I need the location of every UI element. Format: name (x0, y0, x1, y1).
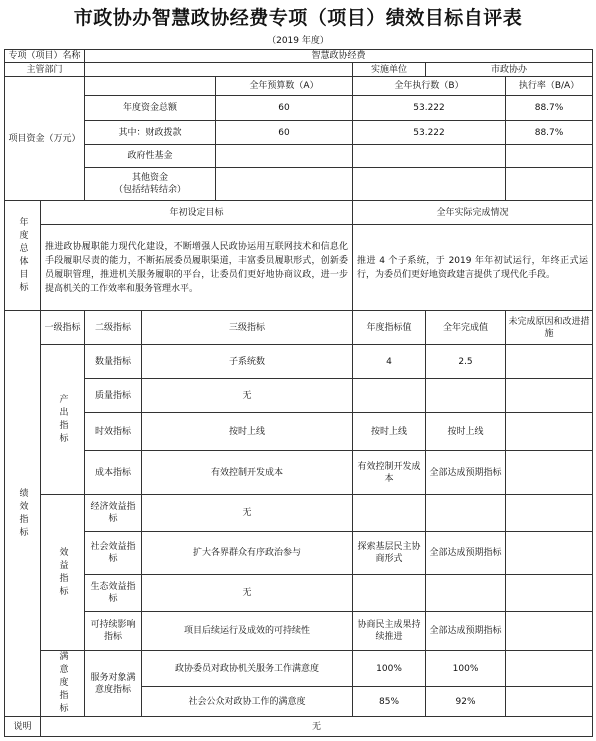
perf-l3: 无 (142, 575, 353, 612)
evaluation-table (4, 49, 593, 737)
funds-row-label: 年度资金总额 (85, 96, 216, 121)
perf-done: 92% (426, 687, 506, 717)
perf-reason (506, 379, 593, 413)
project-label: 专项（项目）名称 (5, 50, 85, 63)
goal-header-row (5, 201, 593, 225)
funds-row-a: 60 (216, 121, 353, 145)
perf-reason (506, 413, 593, 451)
perf-reason (506, 687, 593, 717)
funds-header-rate: 执行率（B/A） (506, 77, 593, 96)
perf-l2: 时效指标 (85, 413, 142, 451)
goal-initial-header: 年初设定目标 (41, 201, 353, 225)
perf-done: 全部达成预期指标 (426, 532, 506, 575)
perf-l2: 社会效益指标 (85, 532, 142, 575)
perf-header-reason: 未完成原因和改进措施 (506, 311, 593, 345)
perf-target (353, 575, 426, 612)
funds-row-rate (506, 145, 593, 168)
year-label: （2019 年度） (267, 36, 329, 46)
page-title: 市政协办智慧政协经费专项（项目）绩效目标自评表 (73, 7, 523, 29)
perf-reason (506, 451, 593, 495)
perf-target: 按时上线 (353, 413, 426, 451)
goal-actual-header: 全年实际完成情况 (353, 201, 593, 225)
perf-done: 按时上线 (426, 413, 506, 451)
perf-header-l3: 三级指标 (142, 311, 353, 345)
perf-target: 有效控制开发成本 (353, 451, 426, 495)
funds-row-rate: 88.7% (506, 96, 593, 121)
dept-row (5, 63, 593, 77)
funds-row-label: 其中：财政拨款 (85, 121, 216, 145)
perf-l3: 无 (142, 379, 353, 413)
impl-label: 实施单位 (353, 63, 426, 77)
perf-row (5, 532, 593, 575)
perf-target: 探索基层民主协商形式 (353, 532, 426, 575)
perf-row (5, 612, 593, 651)
perf-reason (506, 612, 593, 651)
note-row (5, 717, 593, 737)
funds-row (5, 96, 593, 121)
perf-done: 2.5 (426, 345, 506, 379)
perf-l2: 生态效益指标 (85, 575, 142, 612)
perf-done: 全部达成预期指标 (426, 612, 506, 651)
perf-l3: 无 (142, 495, 353, 532)
perf-reason (506, 345, 593, 379)
perf-row (5, 345, 593, 379)
perf-row (5, 651, 593, 687)
perf-done: 100% (426, 651, 506, 687)
perf-group-output: 产出指标 (41, 345, 85, 495)
project-value: 智慧政协经费 (85, 50, 593, 63)
perf-target: 4 (353, 345, 426, 379)
perf-l2: 可持续影响指标 (85, 612, 142, 651)
perf-target (353, 379, 426, 413)
funds-row-a (216, 168, 353, 201)
page-cutoff (4, 735, 592, 741)
note-value: 无 (41, 717, 593, 737)
funds-row-b: 53.222 (353, 96, 506, 121)
project-row (5, 50, 593, 63)
perf-done: 全部达成预期指标 (426, 451, 506, 495)
perf-target: 85% (353, 687, 426, 717)
funds-row-rate (506, 168, 593, 201)
perf-reason (506, 651, 593, 687)
perf-done (426, 495, 506, 532)
goal-actual-text: 推进 4 个子系统，于 2019 年年初试运行，年终正式运行，为委员们更好地资政建言提供了现代化手段。 (353, 225, 593, 311)
funds-label: 项目资金（万元） (5, 77, 85, 201)
goal-text-row (5, 225, 593, 311)
funds-row-label: 政府性基金 (85, 145, 216, 168)
impl-value: 市政协办 (426, 63, 593, 77)
goal-initial-text: 推进政协履职能力现代化建设，不断增强人民政协运用互联网技术和信息化手段履职尽责的能力，不断拓展委员履职渠道，丰富委员履职形式，创新委员履职管理，推进机关服务履职的平台，让委员们更好地协商议政，进一步提高机关的工作效率和服务管理水平。 (41, 225, 353, 311)
perf-target: 100% (353, 651, 426, 687)
perf-l3: 子系统数 (142, 345, 353, 379)
perf-l3: 社会公众对政协工作的满意度 (142, 687, 353, 717)
perf-label: 绩效指标 (5, 311, 41, 717)
perf-reason (506, 575, 593, 612)
funds-row (5, 168, 593, 201)
perf-header-row (5, 311, 593, 345)
funds-header-row (5, 77, 593, 96)
perf-header-l1: 一级指标 (41, 311, 85, 345)
note-label: 说明 (5, 717, 41, 737)
perf-row (5, 495, 593, 532)
perf-header-done: 全年完成值 (426, 311, 506, 345)
perf-reason (506, 495, 593, 532)
perf-done (426, 379, 506, 413)
funds-row-label: 其他资金 （包括结转结余） (85, 168, 216, 201)
perf-row (5, 575, 593, 612)
perf-l3: 项目后续运行及成效的可持续性 (142, 612, 353, 651)
funds-row-b (353, 168, 506, 201)
perf-target (353, 495, 426, 532)
funds-row-b: 53.222 (353, 121, 506, 145)
funds-row-rate: 88.7% (506, 121, 593, 145)
perf-group-benefit: 效益指标 (41, 495, 85, 651)
perf-l3: 政协委员对政协机关服务工作满意度 (142, 651, 353, 687)
perf-l2: 服务对象满意度指标 (85, 651, 142, 717)
perf-group-satisfaction: 满意度指标 (41, 651, 85, 717)
perf-done (426, 575, 506, 612)
perf-row (5, 413, 593, 451)
perf-row (5, 451, 593, 495)
funds-header-b: 全年执行数（B） (353, 77, 506, 96)
perf-header-target: 年度指标值 (353, 311, 426, 345)
perf-l3: 有效控制开发成本 (142, 451, 353, 495)
perf-row (5, 379, 593, 413)
dept-label: 主管部门 (5, 63, 85, 77)
funds-row-a: 60 (216, 96, 353, 121)
funds-row-b (353, 145, 506, 168)
dept-value (85, 63, 353, 77)
perf-l2: 数量指标 (85, 345, 142, 379)
funds-header-a: 全年预算数（A） (216, 77, 353, 96)
perf-l3: 按时上线 (142, 413, 353, 451)
goal-label: 年度总体目标 (5, 201, 41, 311)
perf-l2: 经济效益指标 (85, 495, 142, 532)
perf-target: 协商民主成果持续推进 (353, 612, 426, 651)
funds-header-blank (85, 77, 216, 96)
funds-row-a (216, 145, 353, 168)
perf-l3: 扩大各界群众有序政治参与 (142, 532, 353, 575)
perf-reason (506, 532, 593, 575)
perf-l2: 成本指标 (85, 451, 142, 495)
perf-l2: 质量指标 (85, 379, 142, 413)
funds-row (5, 121, 593, 145)
funds-row (5, 145, 593, 168)
perf-header-l2: 二级指标 (85, 311, 142, 345)
